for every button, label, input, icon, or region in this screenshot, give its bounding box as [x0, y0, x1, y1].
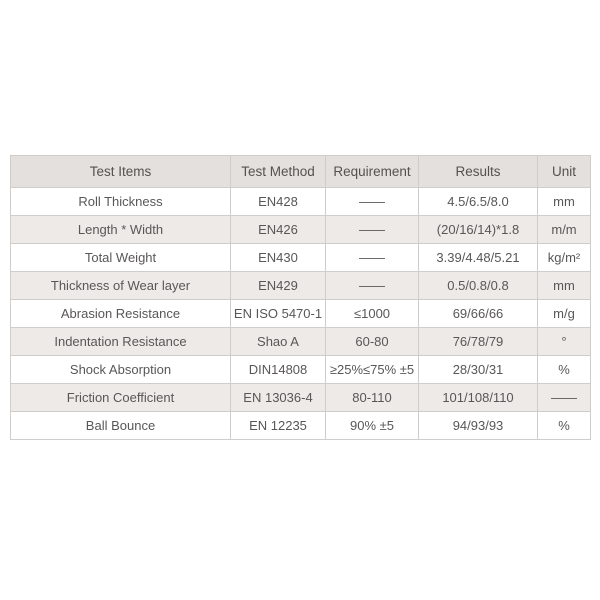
table-cell: 80-110 — [326, 384, 419, 412]
table-row — [11, 328, 591, 356]
table-cell: ° — [538, 328, 591, 356]
table-cell: mm — [538, 272, 591, 300]
table-cell: 76/78/79 — [419, 328, 538, 356]
table-row — [11, 356, 591, 384]
table-cell: —— — [326, 272, 419, 300]
table-cell: EN 12235 — [231, 412, 326, 440]
table-cell: Indentation Resistance — [11, 328, 231, 356]
test-results-table — [10, 155, 591, 440]
table-cell: Shock Absorption — [11, 356, 231, 384]
table-cell: Ball Bounce — [11, 412, 231, 440]
table-cell: —— — [326, 216, 419, 244]
table-cell: —— — [326, 188, 419, 216]
table-cell: (20/16/14)*1.8 — [419, 216, 538, 244]
table-cell: DIN14808 — [231, 356, 326, 384]
table-cell: kg/m² — [538, 244, 591, 272]
table-cell: 94/93/93 — [419, 412, 538, 440]
table-cell: ≥25%≤75% ±5 — [326, 356, 419, 384]
table-cell: EN426 — [231, 216, 326, 244]
table-row — [11, 216, 591, 244]
table-body — [11, 188, 591, 440]
table-cell: mm — [538, 188, 591, 216]
table-row — [11, 188, 591, 216]
table-cell: Shao A — [231, 328, 326, 356]
table-cell: —— — [326, 244, 419, 272]
column-header: Requirement — [326, 156, 419, 188]
table-cell: m/m — [538, 216, 591, 244]
table-cell: Roll Thickness — [11, 188, 231, 216]
column-header: Test Items — [11, 156, 231, 188]
table-cell: ≤1000 — [326, 300, 419, 328]
table-cell: 3.39/4.48/5.21 — [419, 244, 538, 272]
table-header — [11, 156, 591, 188]
table-cell: 4.5/6.5/8.0 — [419, 188, 538, 216]
table-cell: Total Weight — [11, 244, 231, 272]
table-cell: Abrasion Resistance — [11, 300, 231, 328]
table-cell: 90% ±5 — [326, 412, 419, 440]
table-cell: m/g — [538, 300, 591, 328]
table-cell: EN 13036-4 — [231, 384, 326, 412]
table-cell: Length * Width — [11, 216, 231, 244]
table-cell: % — [538, 356, 591, 384]
table-cell: 69/66/66 — [419, 300, 538, 328]
header-row — [11, 156, 591, 188]
table-row — [11, 412, 591, 440]
table-cell: Thickness of Wear layer — [11, 272, 231, 300]
table-cell: EN430 — [231, 244, 326, 272]
table-row — [11, 244, 591, 272]
table-cell: 28/30/31 — [419, 356, 538, 384]
column-header: Results — [419, 156, 538, 188]
table-cell: EN429 — [231, 272, 326, 300]
table-cell: Friction Coefficient — [11, 384, 231, 412]
table-cell: 60-80 — [326, 328, 419, 356]
table-row — [11, 384, 591, 412]
column-header: Unit — [538, 156, 591, 188]
table-cell: EN428 — [231, 188, 326, 216]
table-cell: % — [538, 412, 591, 440]
table-row — [11, 272, 591, 300]
table-row — [11, 300, 591, 328]
table-cell: 101/108/110 — [419, 384, 538, 412]
column-header: Test Method — [231, 156, 326, 188]
table-cell: 0.5/0.8/0.8 — [419, 272, 538, 300]
table-cell: EN ISO 5470-1 — [231, 300, 326, 328]
table-cell: —— — [538, 384, 591, 412]
